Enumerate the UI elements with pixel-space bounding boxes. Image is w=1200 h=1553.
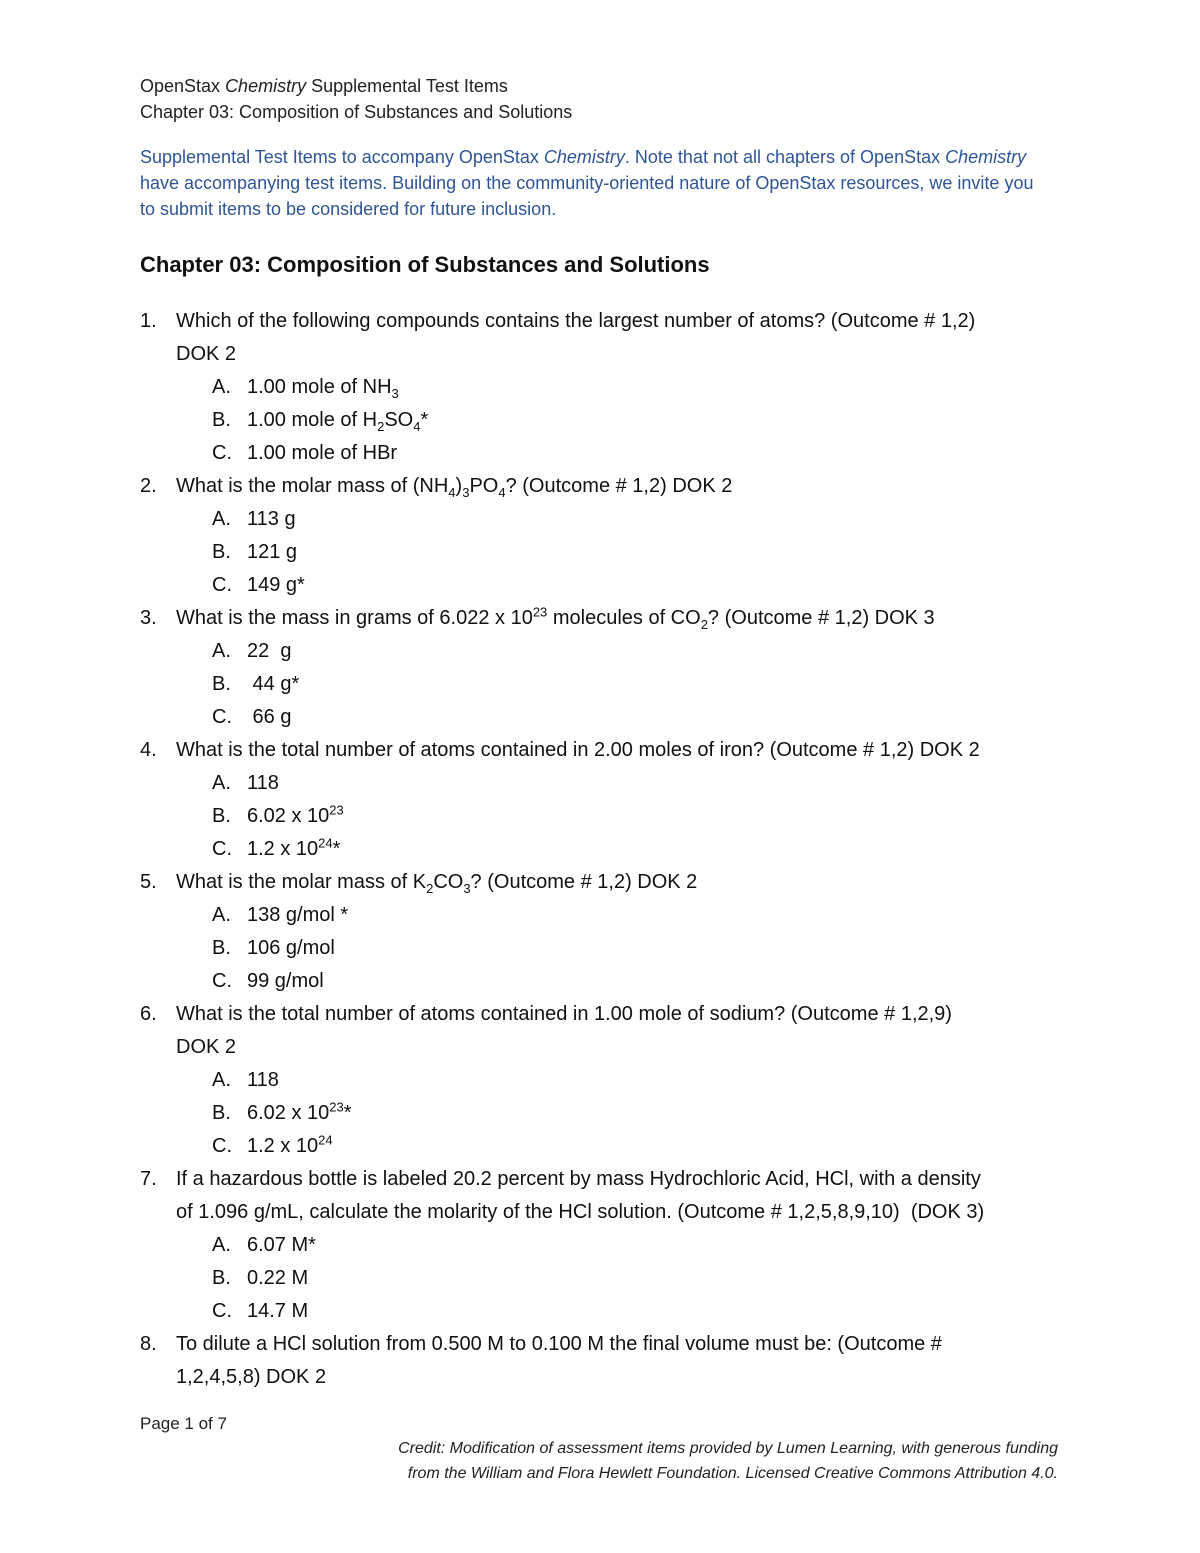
- option-text: [247, 833, 340, 866]
- header-prefix: OpenStax: [140, 76, 226, 96]
- header-suffix: Supplemental Test Items: [306, 76, 508, 96]
- question-7: [140, 1163, 1060, 1328]
- superscript: 23: [329, 802, 344, 818]
- question-5: [140, 866, 1060, 998]
- option-letter: A.: [212, 640, 231, 662]
- option-label-mid: SO: [384, 409, 414, 431]
- option-label: 6.02 x 10: [247, 805, 330, 827]
- option-label: 0.22 M: [247, 1267, 309, 1289]
- option-label: 1.00 mole of H: [247, 409, 378, 431]
- answer-option: [140, 1262, 1060, 1295]
- question-line: [140, 1163, 1060, 1196]
- answer-option: [140, 899, 1060, 932]
- text-run: What is the molar mass of (NH: [176, 475, 449, 497]
- answer-option: [140, 1229, 1060, 1262]
- option-label: 138 g/mol *: [247, 904, 349, 926]
- option-label: 118: [247, 1069, 279, 1091]
- option-text: [247, 371, 399, 404]
- text-run: molecules of CO: [547, 607, 701, 629]
- question-8: [140, 1328, 1060, 1394]
- question-number: 4.: [140, 739, 157, 761]
- text-run: PO: [469, 475, 499, 497]
- option-letter: B.: [212, 937, 231, 959]
- superscript: 24: [318, 1132, 333, 1148]
- question-list: [140, 305, 1060, 1394]
- option-label: 113 g: [247, 508, 296, 530]
- text-run: What is the mass in grams of 6.022 x 10: [176, 607, 533, 629]
- subscript: 3: [463, 881, 471, 896]
- option-letter: B.: [212, 805, 231, 827]
- question-line: [140, 1031, 1060, 1064]
- text-run: What is the molar mass of K: [176, 871, 427, 893]
- answer-option: [140, 437, 1060, 470]
- question-text: [176, 866, 697, 899]
- question-6: [140, 998, 1060, 1163]
- superscript: 24: [318, 835, 333, 851]
- answer-option: [140, 965, 1060, 998]
- question-number: 3.: [140, 607, 157, 629]
- question-text: If a hazardous bottle is labeled 20.2 percent by mass Hydrochloric Acid, HCl, with a density: [176, 1168, 981, 1190]
- question-number: 1.: [140, 310, 157, 332]
- subscript: 3: [462, 485, 470, 500]
- answer-option: [140, 1295, 1060, 1328]
- option-label: 1.00 mole of HBr: [247, 442, 398, 464]
- option-letter: C.: [212, 574, 232, 596]
- option-label: 6.07 M*: [247, 1234, 316, 1256]
- answer-option: [140, 833, 1060, 866]
- answer-option: [140, 767, 1060, 800]
- chapter-heading: Chapter 03: Composition of Substances and Solutions: [140, 252, 710, 277]
- option-letter: B.: [212, 541, 231, 563]
- option-letter: B.: [212, 1267, 231, 1289]
- superscript: 23: [532, 604, 548, 620]
- text-run: ? (Outcome # 1,2) DOK 3: [707, 607, 935, 629]
- answer-option: [140, 503, 1060, 536]
- option-label: 149 g*: [247, 574, 305, 596]
- question-text: What is the total number of atoms contained in 2.00 moles of iron? (Outcome # 1,2) DOK 2: [176, 739, 980, 761]
- text-run: ? (Outcome # 1,2) DOK 2: [505, 475, 733, 497]
- question-text: Which of the following compounds contains the largest number of atoms? (Outcome # 1,2): [176, 310, 976, 332]
- answer-option: [140, 800, 1060, 833]
- subscript: 4: [413, 419, 421, 434]
- answer-option: [140, 536, 1060, 569]
- subscript: 2: [377, 419, 385, 434]
- option-text: [247, 800, 344, 833]
- subscript: 2: [700, 617, 708, 632]
- option-letter: C.: [212, 1300, 232, 1322]
- intro-text-3: have accompanying test items. Building on the community-oriented nature of OpenStax resources, we invite you to submit items to be considered for future inclusion.: [140, 173, 1034, 219]
- credit-line-1: Credit: Modification of assessment items provided by Lumen Learning, with generous funding: [398, 1440, 1058, 1457]
- question-text: [176, 602, 935, 635]
- option-letter: C.: [212, 442, 232, 464]
- question-number: 2.: [140, 475, 157, 497]
- credit-line-2: from the William and Flora Hewlett Foundation. Licensed Creative Commons Attribution 4.0.: [407, 1465, 1058, 1482]
- option-label: 1.2 x 10: [247, 838, 319, 860]
- correct-marker: *: [332, 838, 341, 860]
- intro-paragraph: [140, 144, 1040, 222]
- option-label: 1.00 mole of NH: [247, 376, 392, 398]
- option-letter: A.: [212, 1234, 231, 1256]
- question-number: 5.: [140, 871, 157, 893]
- option-label: 14.7 M: [247, 1300, 309, 1322]
- correct-marker: *: [343, 1102, 352, 1124]
- question-line: [140, 602, 1060, 635]
- question-line: [140, 1196, 1060, 1229]
- option-letter: C.: [212, 706, 232, 728]
- question-line: [140, 470, 1060, 503]
- option-text: [247, 1097, 352, 1130]
- option-label: 66 g: [247, 706, 292, 728]
- option-label: 121 g: [247, 541, 298, 563]
- answer-option: [140, 569, 1060, 602]
- option-letter: A.: [212, 904, 231, 926]
- option-letter: C.: [212, 1135, 232, 1157]
- answer-option: [140, 668, 1060, 701]
- question-text: [176, 470, 732, 503]
- option-letter: B.: [212, 1102, 231, 1124]
- question-line: [140, 866, 1060, 899]
- answer-option: [140, 371, 1060, 404]
- option-letter: A.: [212, 1069, 231, 1091]
- answer-option: [140, 932, 1060, 965]
- subscript: 3: [391, 386, 399, 401]
- option-letter: C.: [212, 970, 232, 992]
- option-letter: A.: [212, 508, 231, 530]
- answer-option: [140, 1130, 1060, 1163]
- question-1: [140, 305, 1060, 470]
- credit-note: [298, 1436, 1058, 1486]
- intro-book-2: Chemistry: [945, 147, 1027, 167]
- text-run: ): [455, 475, 463, 497]
- option-label: 106 g/mol: [247, 937, 335, 959]
- option-letter: A.: [212, 772, 231, 794]
- question-3: [140, 602, 1060, 734]
- subscript: 2: [426, 881, 434, 896]
- question-text: What is the total number of atoms contained in 1.00 mole of sodium? (Outcome # 1,2,9): [176, 1003, 952, 1025]
- question-text-cont: 1,2,4,5,8) DOK 2: [176, 1366, 327, 1388]
- question-line: [140, 734, 1060, 767]
- question-text: To dilute a HCl solution from 0.500 M to 0.100 M the final volume must be: (Outcome #: [176, 1333, 942, 1355]
- correct-marker: *: [420, 409, 429, 431]
- question-text-cont: DOK 2: [176, 1036, 237, 1058]
- option-label: 99 g/mol: [247, 970, 324, 992]
- running-header-chapter: Chapter 03: Composition of Substances and Solutions: [140, 102, 573, 122]
- option-label: 1.2 x 10: [247, 1135, 319, 1157]
- text-run: CO: [433, 871, 464, 893]
- question-2: [140, 470, 1060, 602]
- question-line: [140, 305, 1060, 338]
- question-line: [140, 338, 1060, 371]
- question-number: 8.: [140, 1333, 157, 1355]
- subscript: 4: [448, 485, 456, 500]
- intro-text-2: . Note that not all chapters of OpenStax: [624, 147, 946, 167]
- text-run: ? (Outcome # 1,2) DOK 2: [470, 871, 698, 893]
- running-header-title: [140, 75, 508, 97]
- option-label: 118: [247, 772, 279, 794]
- question-number: 7.: [140, 1168, 157, 1190]
- option-label: 44 g*: [247, 673, 300, 695]
- question-text-cont: of 1.096 g/mL, calculate the molarity of the HCl solution. (Outcome # 1,2,5,8,9,10) (DOK 3): [176, 1201, 985, 1223]
- option-label: 6.02 x 10: [247, 1102, 330, 1124]
- option-letter: A.: [212, 376, 231, 398]
- answer-option: [140, 1097, 1060, 1130]
- question-line: [140, 998, 1060, 1031]
- page-number: Page 1 of 7: [140, 1414, 227, 1433]
- header-book-title: Chemistry: [225, 76, 307, 96]
- option-label: 22 g: [247, 640, 292, 662]
- option-text: [247, 1130, 333, 1163]
- option-letter: C.: [212, 838, 232, 860]
- superscript: 23: [329, 1099, 344, 1115]
- answer-option: [140, 1064, 1060, 1097]
- intro-book-1: Chemistry: [543, 147, 625, 167]
- question-line: [140, 1361, 1060, 1394]
- question-number: 6.: [140, 1003, 157, 1025]
- question-text-cont: DOK 2: [176, 343, 237, 365]
- option-letter: B.: [212, 409, 231, 431]
- answer-option: [140, 635, 1060, 668]
- option-letter: B.: [212, 673, 231, 695]
- intro-text-1: Supplemental Test Items to accompany OpenStax: [140, 147, 544, 167]
- question-line: [140, 1328, 1060, 1361]
- option-text: [247, 404, 428, 437]
- answer-option: [140, 404, 1060, 437]
- question-4: [140, 734, 1060, 866]
- answer-option: [140, 701, 1060, 734]
- subscript: 4: [498, 485, 506, 500]
